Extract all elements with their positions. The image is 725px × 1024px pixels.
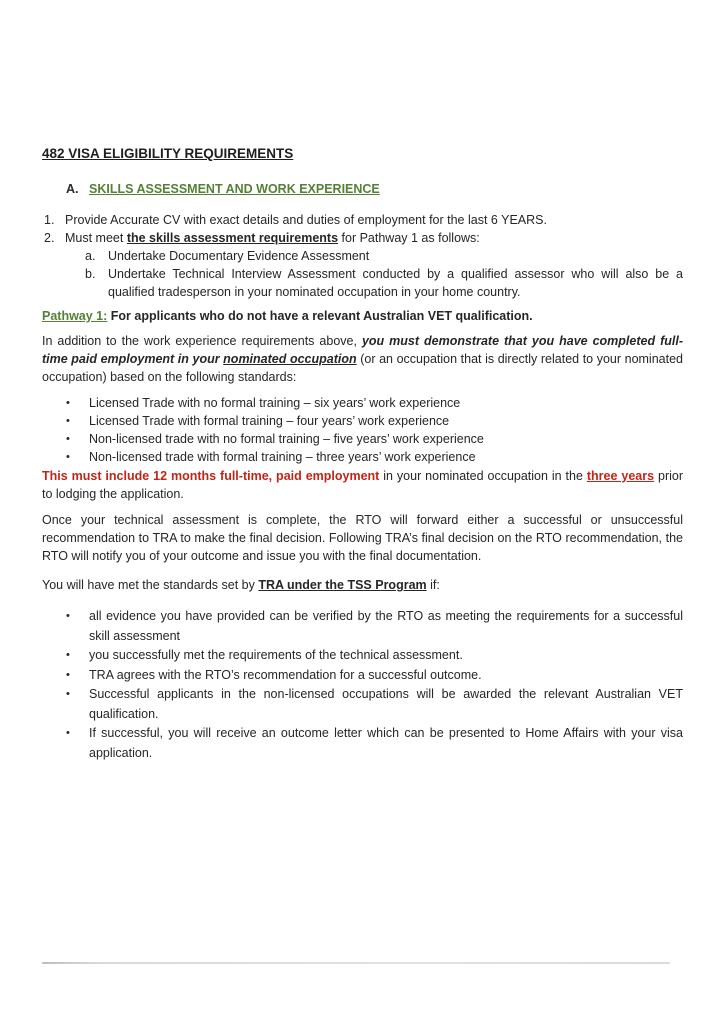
footer-rule xyxy=(42,962,670,964)
list-marker: 1. xyxy=(44,213,55,227)
standards-met-intro: You will have met the standards set by TRA under the TSS Program if: xyxy=(42,578,440,592)
list-marker: a. xyxy=(85,249,96,263)
bullet-item-text: If successful, you will receive an outcome letter which can be presented to Home Affairs with your visa application. xyxy=(89,726,683,760)
bullet-item xyxy=(42,724,683,763)
bullet-item xyxy=(42,666,683,686)
bullet-item-text: Licensed Trade with no formal training – six years’ work experience xyxy=(89,396,461,410)
standards-bullet-list xyxy=(42,394,683,466)
list-marker: 2. xyxy=(44,231,55,245)
bullet-item-text: you successfully met the requirements of the technical assessment. xyxy=(89,648,463,662)
bullet-item-text: TRA agrees with the RTO’s recommendation for a successful outcome. xyxy=(89,667,482,682)
bullet-item xyxy=(42,394,683,412)
bullet-item-text: Non-licensed trade with no formal training – five years’ work experience xyxy=(89,432,484,446)
pathway-heading: Pathway 1: For applicants who do not have a relevant Australian VET qualification. xyxy=(42,309,533,323)
bullet-icon: • xyxy=(66,451,70,463)
bullet-item-text: Successful applicants in the non-licensed occupations will be awarded the relevant Australian VET qualification. xyxy=(89,687,683,721)
bullet-icon: • xyxy=(66,727,70,739)
lettered-sublist xyxy=(42,247,683,301)
lettered-item xyxy=(42,265,683,301)
requirement-note: This must include 12 months full-time, paid employment in your nominated occupation in the three years prior to lodging the application. xyxy=(42,469,684,501)
bullet-item-text: all evidence you have provided can be verified by the RTO as meeting the requirements for a successful skill assessment xyxy=(89,609,683,643)
numbered-list xyxy=(42,211,683,247)
numbered-item-text: Provide Accurate CV with exact details and duties of employment for the last 6 YEARS. xyxy=(65,213,547,227)
numbered-item xyxy=(42,229,683,247)
bullet-item xyxy=(42,607,683,646)
bullet-icon: • xyxy=(66,649,70,661)
process-paragraph: Once your technical assessment is complete, the RTO will forward either a successful or unsuccessful recommendation to TRA to make the final decision. Following TRA’s final decision on the RTO recommendation, the RTO will notify you of your outcome and issue you with the final documentation. xyxy=(42,513,683,563)
outcome-bullet-list xyxy=(42,607,683,763)
bullet-icon: • xyxy=(66,688,70,700)
section-a-heading xyxy=(42,180,683,198)
list-marker: b. xyxy=(85,267,96,281)
bullet-item-text: Licensed Trade with formal training – four years’ work experience xyxy=(89,414,450,428)
bullet-item xyxy=(42,646,683,666)
bullet-item xyxy=(42,430,683,448)
section-a-title: SKILLS ASSESSMENT AND WORK EXPERIENCE xyxy=(89,182,380,196)
bullet-icon: • xyxy=(66,433,70,445)
document-title: 482 VISA ELIGIBILITY REQUIREMENTS xyxy=(42,146,294,161)
lettered-item xyxy=(42,247,683,265)
numbered-item xyxy=(42,211,683,229)
bullet-icon: • xyxy=(66,668,70,681)
intro-paragraph: In addition to the work experience requirements above, you must demonstrate that you have completed full-time paid employment in your nominated occupation (or an occupation that is directly related to your nominated occupation) based on the following standards: xyxy=(42,334,683,384)
lettered-item-text: Undertake Technical Interview Assessment conducted by a qualified assessor who will also be a qualified tradesperson in your nominated occupation in your home country. xyxy=(108,267,683,299)
bullet-item-text: Non-licensed trade with formal training – three years’ work experience xyxy=(89,450,476,464)
bullet-icon: • xyxy=(66,415,70,427)
bullet-icon: • xyxy=(66,397,70,409)
section-a-letter: A. xyxy=(66,182,79,196)
bullet-icon: • xyxy=(66,610,70,622)
bullet-item xyxy=(42,685,683,724)
lettered-item-text: Undertake Documentary Evidence Assessment xyxy=(108,249,370,263)
bullet-item xyxy=(42,448,683,466)
bullet-item xyxy=(42,412,683,430)
numbered-item-text: Must meet the skills assessment requirements for Pathway 1 as follows: xyxy=(65,231,480,245)
